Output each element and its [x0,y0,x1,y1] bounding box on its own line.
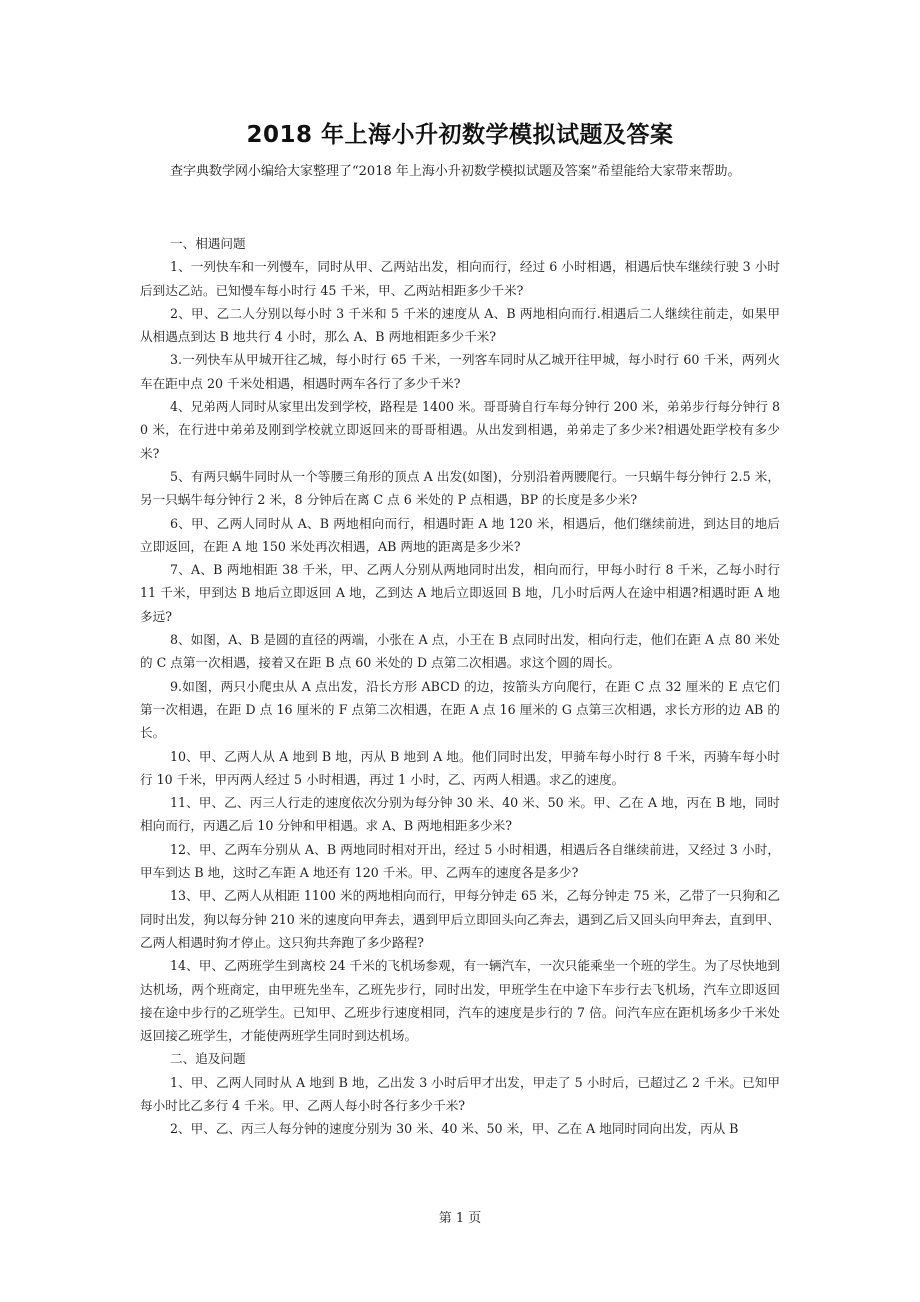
page-title: 2018 年上海小升初数学模拟试题及答案 [246,122,674,148]
intro-paragraph: 查字典数学网小编给大家整理了“2018 年上海小升初数学模拟试题及答案”希望能给大家带来帮助。 [170,164,741,179]
problem-8: 8、如图，A、B 是圆的直径的两端，小张在 A 点，小王在 B 点同时出发，相向行走，他们在距 A 点 80 米处的 C 点第一次相遇，接着又在距 B 点 60 米处的 D 点第二次相遇。求这个圆的周长。 [140,632,780,671]
page-number: 第 1 页 [438,1211,482,1226]
document-body [140,232,780,1141]
problem-12: 12、甲、乙两车分别从 A、B 两地同时相对开出，经过 5 小时相遇，相遇后各自继续前进，又经过 3 小时，甲车到达 B 地，这时乙车距 A 地还有 120 千米。甲、乙两车的速度各是多少? [140,841,780,881]
section-heading-pursuit: 二、追及问题 [170,1051,246,1067]
problem-9: 9.如图，两只小爬虫从 A 点出发，沿长方形 ABCD 的边，按箭头方向爬行，在距 C 点 32 厘米的 E 点它们第一次相遇，在距 D 点 16 厘米的 F 点第二次相遇，在距 A 点 16 厘米的 G 点第三次相遇，求长方形的边 AB 的长。 [140,678,780,741]
pursuit-problem-2: 2、甲、乙、丙三人每分钟的速度分别为 30 米、40 米、50 米，甲、乙在 A 地同时同向出发，丙从 B [170,1121,739,1137]
section-heading-meeting: 一、相遇问题 [170,236,246,251]
problem-2: 2、甲、乙二人分别以每小时 3 千米和 5 千米的速度从 A、B 两地相向而行.相遇后二人继续往前走，如果甲从相遇点到达 B 地共行 4 小时，那么 A、B 两地相距多少千米? [140,305,780,345]
problem-11: 11、甲、乙、丙三人行走的速度依次分别为每分钟 30 米、40 米、50 米。甲、乙在 A 地，丙在 B 地，同时相向而行，丙遇乙后 10 分钟和甲相遇。求 A、B 两地相距多少米? [140,795,780,834]
problem-4: 4、兄弟两人同时从家里出发到学校，路程是 1400 米。哥哥骑自行车每分钟行 200 米，弟弟步行每分钟行 80 米，在行进中弟弟及刚到学校就立即返回来的哥哥相遇。从出发到相遇，弟弟走了多少米?相遇处距学校有多少米? [140,399,780,461]
problem-5: 5、有两只蜗牛同时从一个等腰三角形的顶点 A 出发(如图)，分别沿着两腰爬行。一只蜗牛每分钟行 2.5 米，另一只蜗牛每分钟行 2 米，8 分钟后在离 C 点 6 米处的 P 点相遇，BP 的长度是多少米? [140,468,780,508]
problem-7: 7、A、B 两地相距 38 千米，甲、乙两人分别从两地同时出发，相向而行，甲每小时行 8 千米，乙每小时行 11 千米，甲到达 B 地后立即返回 A 地，乙到达 A 地后立即返回 B 地，几小时后两人在途中相遇?相遇时距 A 地多远? [140,562,780,624]
problem-13: 13、甲、乙两人从相距 1100 米的两地相向而行，甲每分钟走 65 米，乙每分钟走 75 米，乙带了一只狗和乙同时出发，狗以每分钟 210 米的速度向甲奔去，遇到甲后立即回头向乙奔去，遇到乙后又回头向甲奔去，直到甲、乙两人相遇时狗才停止。这只狗共奔跑了多少路程? [140,888,780,950]
problem-6: 6、甲、乙两人同时从 A、B 两地相向而行，相遇时距 A 地 120 米，相遇后，他们继续前进，到达目的地后立即返回，在距 A 地 150 米处再次相遇，AB 两地的距离是多少米? [140,515,780,554]
problem-1: 1、一列快车和一列慢车，同时从甲、乙两站出发，相向而行，经过 6 小时相遇，相遇后快车继续行驶 3 小时后到达乙站。已知慢车每小时行 45 千米，甲、乙两站相距多少千米? [140,259,780,298]
problem-10: 10、甲、乙两人从 A 地到 B 地，丙从 B 地到 A 地。他们同时出发，甲骑车每小时行 8 千米，丙骑车每小时行 10 千米，甲丙两人经过 5 小时相遇，再过 1 小时，乙、丙两人相遇。求乙的速度。 [140,748,780,787]
problem-3: 3.一列快车从甲城开往乙城，每小时行 65 千米，一列客车同时从乙城开往甲城，每小时行 60 千米，两列火车在距中点 20 千米处相遇，相遇时两车各行了多少千米? [140,352,780,391]
pursuit-problem-1: 1、甲、乙两人同时从 A 地到 B 地，乙出发 3 小时后甲才出发，甲走了 5 小时后，已超过乙 2 千米。已知甲每小时比乙多行 4 千米。甲、乙两人每小时各行多少千米? [140,1074,780,1113]
problem-14: 14、甲、乙两班学生到离校 24 千米的飞机场参观，有一辆汽车，一次只能乘坐一个班的学生。为了尽快地到达机场，两个班商定，由甲班先坐车，乙班先步行，同时出发，甲班学生在中途下车步行去飞机场，汽车立即返回接在途中步行的乙班学生。已知甲、乙班步行速度相同，汽车的速度是步行的 7 倍。问汽车应在距机场多少千米处返回接乙班学生，才能使两班学生同时到达机场。 [140,958,780,1044]
